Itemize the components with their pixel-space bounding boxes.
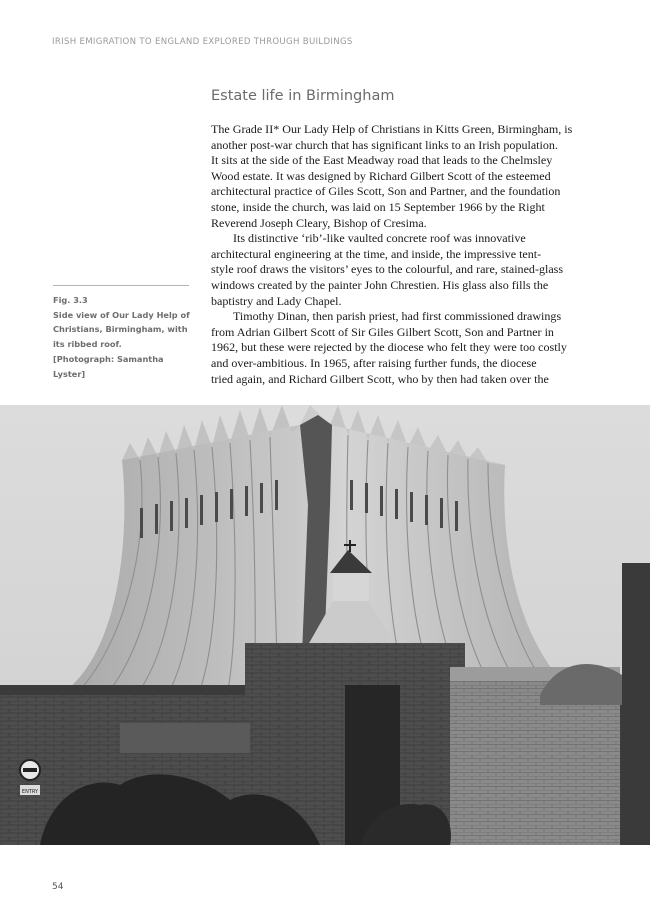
body-text-line: from Adrian Gilbert Scott of Sir Giles Gilbert Scott, Son and Partner in xyxy=(211,324,554,339)
body-text-line: Timothy Dinan, then parish priest, had first commissioned drawings xyxy=(233,309,562,324)
body-text-line: style roof draws the visitors’ eyes to the colourful, and rare, stained-glass xyxy=(211,262,564,277)
caption-line: Side view of Our Lady Help of xyxy=(53,309,190,320)
body-text-line: The Grade II* Our Lady Help of Christians in Kitts Green, Birmingham, is xyxy=(211,122,573,136)
body-text-line: another post-war church that has significant links to an Irish population. xyxy=(211,137,558,152)
figure-caption xyxy=(53,293,193,381)
body-text-line: Its distinctive ‘rib’-like vaulted concrete roof was innovative xyxy=(233,231,526,246)
body-text xyxy=(211,122,599,387)
body-text-line: 1962, but these were rejected by the diocese who felt they were too costly xyxy=(211,340,567,355)
body-text-line: architectural engineering at the time, and inside, the impressive tent- xyxy=(211,246,542,261)
body-text-line: windows created by the painter John Chrestien. His glass also fills the xyxy=(211,277,549,292)
caption-line: Christians, Birmingham, with xyxy=(53,324,188,335)
body-text-line: architectural practice of Giles Scott, Son and Partner, and the foundation xyxy=(211,184,561,199)
body-text-line: It sits at the side of the East Meadway road that leads to the Chelmsley xyxy=(211,153,553,168)
body-text-line: and over-ambitious. In 1965, after raising further funds, the diocese xyxy=(211,355,537,370)
lantern-drum xyxy=(333,573,369,601)
caption-line: its ribbed roof. xyxy=(53,339,122,350)
body-text-line: Wood estate. It was designed by Richard Gilbert Scott of the esteemed xyxy=(211,168,551,183)
body-text-line: stone, inside the church, was laid on 15 September 1966 by the Right xyxy=(211,199,545,214)
church-photograph xyxy=(0,405,650,845)
figure-number: Fig. 3.3 xyxy=(53,295,88,305)
body-text-line: baptistry and Lady Chapel. xyxy=(211,293,342,308)
body-text-line: Reverend Joseph Cleary, Bishop of Cresima. xyxy=(211,215,427,230)
caption-line: Lyster] xyxy=(53,368,86,379)
body-text-line: tried again, and Richard Gilbert Scott, who by then had taken over the xyxy=(211,371,549,386)
section-title: Estate life in Birmingham xyxy=(211,88,395,104)
brick-column-edge xyxy=(622,563,650,845)
entry-sign-text: ENTRY xyxy=(21,789,39,795)
caption-divider xyxy=(53,285,189,286)
running-head: IRISH EMIGRATION TO ENGLAND EXPLORED THROUGH BUILDINGS xyxy=(52,37,353,47)
caption-line: [Photograph: Samantha xyxy=(53,353,164,364)
page-number: 54 xyxy=(52,882,64,892)
